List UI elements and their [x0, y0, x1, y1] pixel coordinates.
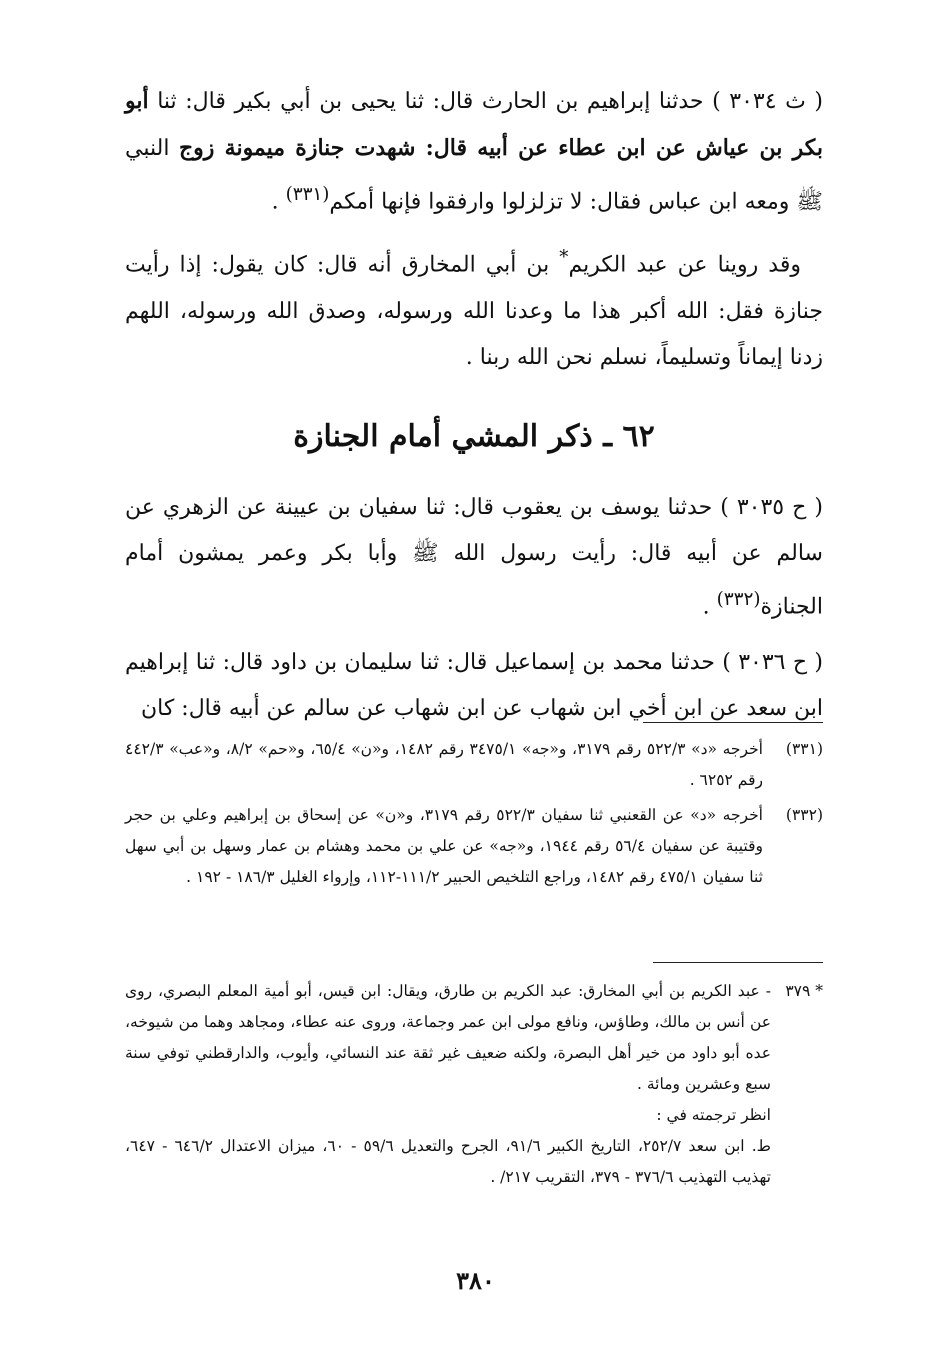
bio-marker: * ٣٧٩: [785, 982, 823, 1000]
ruwina-text-a: وقد روينا عن عبد الكريم: [568, 252, 801, 278]
hadith-3034-end: .: [271, 189, 286, 215]
footnote-331: [125, 734, 823, 796]
footnote-number: (٣٣١): [785, 740, 823, 758]
chapter-heading: ٦٢ ـ ذكر المشي أمام الجنازة: [293, 418, 655, 454]
hadith-3034-bold: أبو بكر بن عياش عن ابن عطاء عن أبيه قال: شهدت جنازة ميمونة زوج: [125, 88, 823, 161]
bio-ref-star: *: [559, 247, 569, 269]
bio-text: - عبد الكريم بن أبي المخارق: عبد الكريم بن طارق، ويقال: ابن قيس، أبو أمية المعلم البصري، روى عن أنس بن مالك، وطاؤس، ونافع مولى ابن عمر وجماعة، وروى عنه عطاء، ومجاهد وهما من شيوخه، عده أبو داود من خير أهل البصرة، ولكنه ضعيف غير ثقة عند النسائي، وأيوب، والدارقطني توفي سنة سبع وعشرين ومائة .: [125, 982, 771, 1093]
hadith-3034-tail: النبي ﷺ ومعه ابن عباس فقال: لا تزلزلوا وارفقوا فإنها أمكم: [125, 136, 823, 215]
bio-entry: [125, 976, 823, 1193]
hadith-3034: [125, 78, 823, 225]
hadith-3035-end: .: [702, 593, 717, 619]
hadith-3036: [125, 640, 823, 732]
footnote-ref-332: (٣٣٢): [716, 588, 761, 610]
footnote-ref-331: (٣٣١): [285, 184, 330, 205]
footnotes: [125, 734, 823, 897]
main-text: [125, 78, 823, 742]
footnote-332: [125, 800, 823, 893]
bio-divider: [653, 962, 823, 963]
hadith-3035: [125, 485, 823, 630]
hadith-3036-text: ( ح ٣٠٣٦ ) حدثنا محمد بن إسماعيل قال: ثنا سليمان بن داود قال: ثنا إبراهيم ابن سعد عن ابن أخي ابن شهاب عن ابن شهاب عن سالم عن أبيه قال: كان: [125, 649, 823, 721]
hadith-3035-text: ( ح ٣٠٣٥ ) حدثنا يوسف بن يعقوب قال: ثنا سفيان بن عيينة عن الزهري عن سالم عن أبيه قال: رأيت رسول الله ﷺ وأبا بكر وعمر يمشون أمام الجنازة: [125, 494, 823, 619]
hadith-3034-text: ( ث ٣٠٣٤ ) حدثنا إبراهيم بن الحارث قال: ثنا يحيى بن أبي بكير قال: ثنا: [148, 89, 823, 114]
footnote-text: أخرجه «د» ٥٢٢/٣ رقم ٣١٧٩، و«جه» ٣٤٧٥/١ رقم ١٤٨٢، و«ن» ٦٥/٤، و«حم» ٨/٢، و«عب» ٤٤٢/٣ رقم ٦٢٥٢ .: [125, 740, 763, 789]
ruwina-text-b: بن أبي المخارق أنه قال: كان يقول: إذا رأيت جنازة فقل: الله أكبر هذا ما وعدنا الله ورسوله، وصدق الله ورسوله، اللهم زدنا إيماناً وتسليماً، نسلم نحن الله ربنا .: [125, 252, 823, 370]
footnote-text: أخرجه «د» عن القعنبي ثنا سفيان ٥٢٢/٣ رقم ٣١٧٩، و«ن» عن إسحاق بن إبراهيم وعلي بن حجر وقتيبة عن سفيان ٥٦/٤ رقم ١٩٤٤، و«جه» عن علي بن محمد وهشام بن عمار وسهل بن أبي سهل ثنا سفيان ٤٧٥/١ رقم ١٤٨٢، وراجع التلخيص الحبير ١١١/٢-١١٢، وإرواء الغليل ١٨٦/٣ - ١٩٢ .: [125, 806, 763, 886]
paragraph-ruwina: [125, 235, 823, 380]
bio-sources: ط. ابن سعد ٢٥٢/٧، التاريخ الكبير ٩١/٦، الجرح والتعديل ٥٩/٦ - ٦٠، ميزان الاعتدال ٦٤٦/٢ - ٦٤٧، تهذيب التهذيب ٣٧٦/٦ - ٣٧٩، التقريب ٢١٧/ .: [125, 1137, 771, 1186]
bio-see-also: انظر ترجمته في :: [656, 1106, 771, 1124]
footnote-divider: [643, 722, 823, 723]
page-number: ٣٨٠: [456, 1266, 495, 1295]
footnote-number: (٣٣٢): [785, 806, 823, 824]
biography-note: [125, 976, 823, 1193]
